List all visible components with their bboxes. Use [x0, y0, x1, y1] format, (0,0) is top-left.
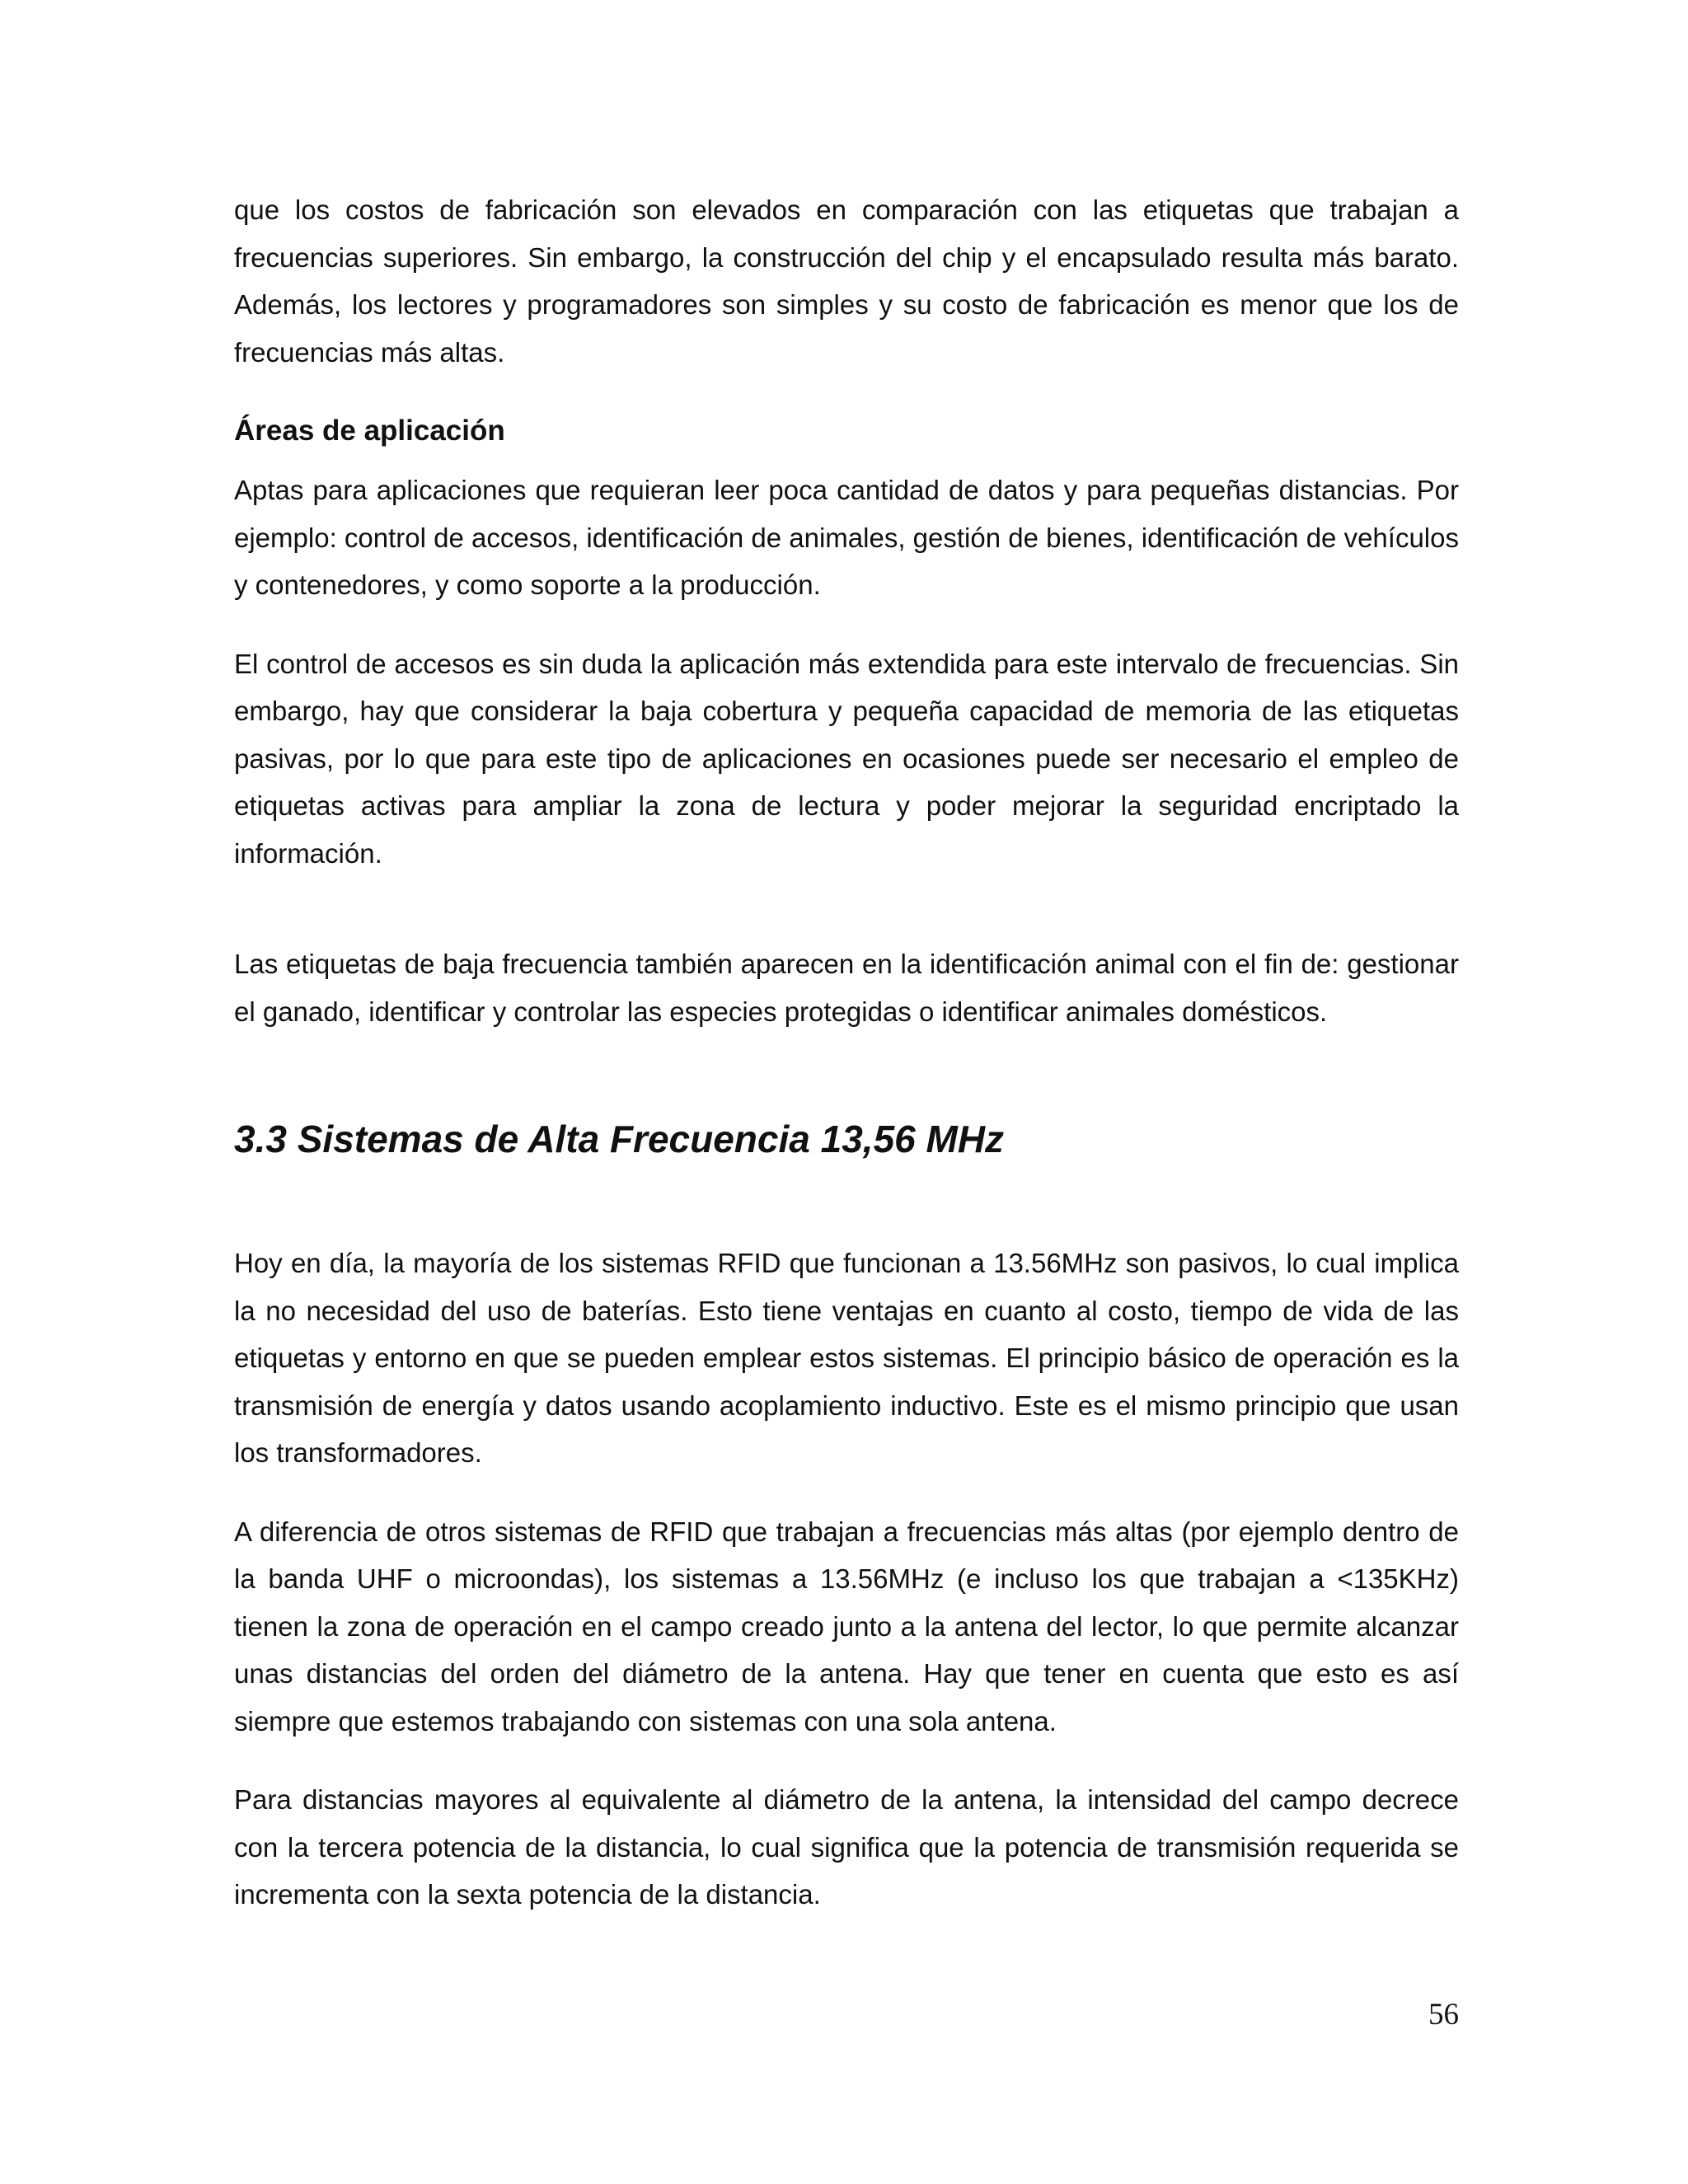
section-paragraph-1: Hoy en día, la mayoría de los sistemas RFID que funcionan a 13.56MHz son pasivos, lo cual implica la no necesidad del uso de baterías. Esto tiene ventajas en cuanto al costo, tiempo de vida de las etiquetas y entorno en que se pueden emplear estos sistemas. El principio básico de operación es la transmisión de energía y datos usando acoplamiento inductivo. Este es el mismo principio que usan los transformadores. [234, 1248, 1459, 1468]
application-paragraph-3: Las etiquetas de baja frecuencia también aparecen en la identificación animal con el fin de: gestionar el ganado, identificar y controlar las especies protegidas o identificar animales domésticos. [234, 949, 1459, 1027]
application-paragraph-1: Aptas para aplicaciones que requieran leer poca cantidad de datos y para pequeñas distancias. Por ejemplo: control de accesos, identificación de animales, gestión de bienes, identificación de vehículos y contenedores, y como soporte a la producción. [234, 475, 1459, 600]
page-number: 56 [1428, 1998, 1459, 2032]
section-paragraph-2: A diferencia de otros sistemas de RFID que trabajan a frecuencias más altas (por ejemplo dentro de la banda UHF o microondas), los sistemas a 13.56MHz (e incluso los que trabajan a <135KHz) tienen la zona de operación en el campo creado junto a la antena del lector, lo que permite alcanzar unas distancias del orden del diámetro de la antena. Hay que tener en cuenta que esto es así siempre que estemos trabajando con sistemas con una sola antena. [234, 1516, 1459, 1736]
application-paragraph-2: El control de accesos es sin duda la aplicación más extendida para este intervalo de frecuencias. Sin embargo, hay que considerar la baja cobertura y pequeña capacidad de memoria de las etiquetas pasivas, por lo que para este tipo de aplicaciones en ocasiones puede ser necesario el empleo de etiquetas activas para ampliar la zona de lectura y poder mejorar la seguridad encriptado la información. [234, 648, 1459, 869]
section-heading: 3.3 Sistemas de Alta Frecuencia 13,56 MHz [234, 1118, 1005, 1160]
subheading-areas-de-aplicacion: Áreas de aplicación [234, 415, 505, 447]
section-paragraph-3: Para distancias mayores al equivalente al diámetro de la antena, la intensidad del campo decrece con la tercera potencia de la distancia, lo cual significa que la potencia de transmisión requerida se incrementa con la sexta potencia de la distancia. [234, 1784, 1459, 1910]
intro-paragraph: que los costos de fabricación son elevados en comparación con las etiquetas que trabajan a frecuencias superiores. Sin embargo, la construcción del chip y el encapsulado resulta más barato. Además, los lectores y programadores son simples y su costo de fabricación es menor que los de frecuencias más altas. [234, 194, 1459, 368]
page-body [234, 186, 1459, 1919]
